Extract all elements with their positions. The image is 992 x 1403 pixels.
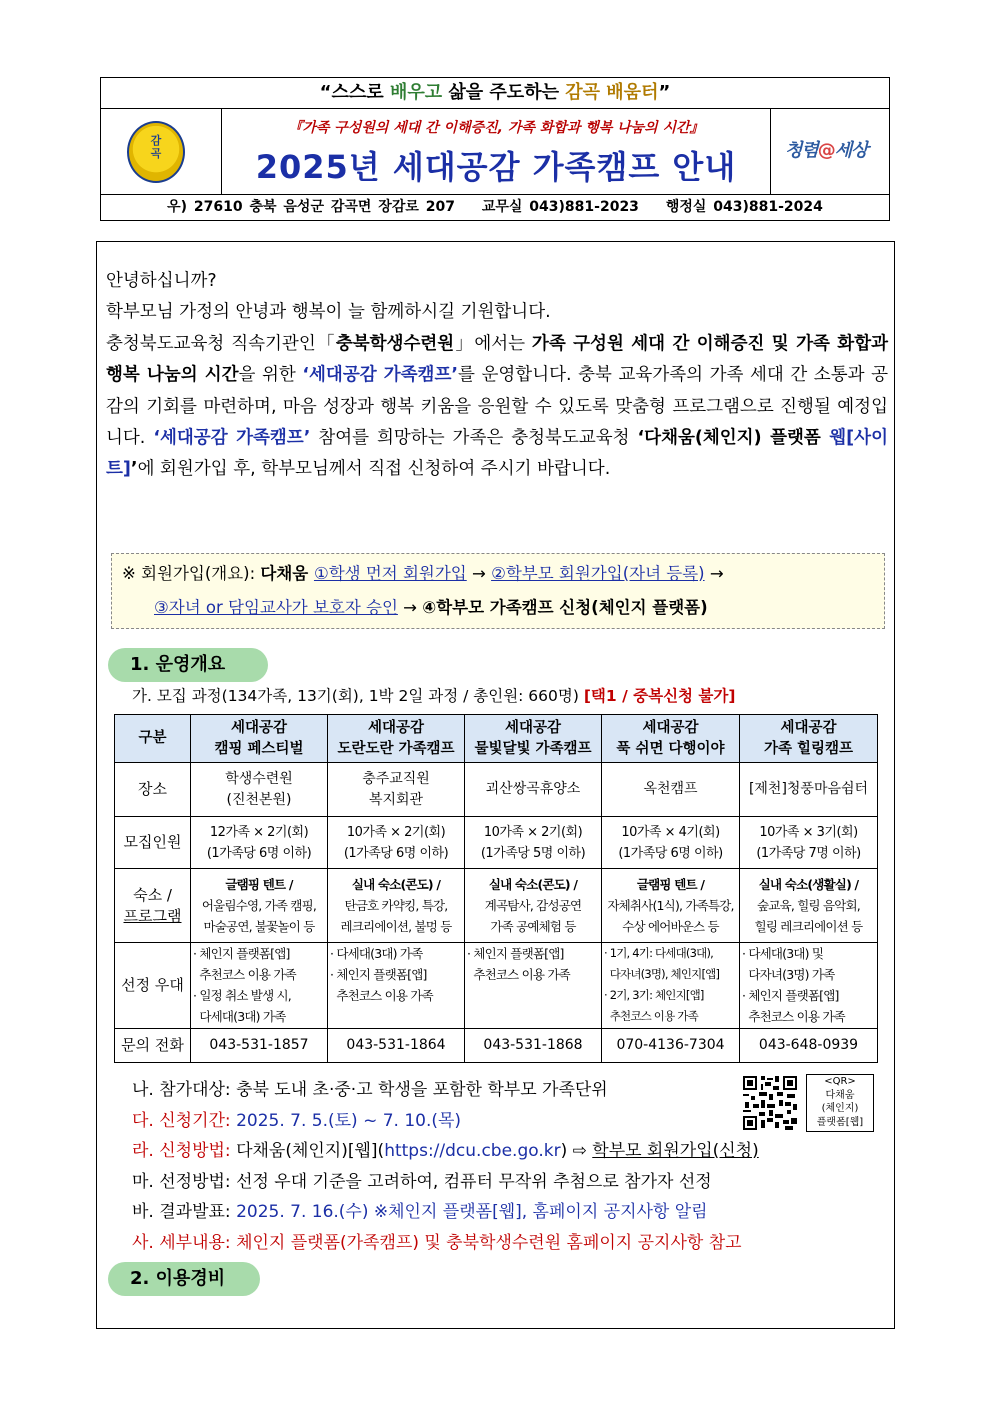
school-motto bbox=[101, 78, 889, 109]
signup-overview-box bbox=[111, 553, 885, 629]
table-row bbox=[115, 1029, 878, 1063]
school-logo-cell bbox=[101, 108, 222, 194]
table-row bbox=[115, 869, 878, 943]
signup-line-2: ③자녀 or 담임교사가 보호자 승인 → ④학부모 가족캠프 신청(체인지 플랫폼) bbox=[154, 598, 708, 617]
row-label: 장소 bbox=[115, 763, 191, 817]
table-row bbox=[115, 943, 878, 1029]
signup-line-1: ※ 회원가입(개요): 다채움 ①학생 먼저 회원가입 → ②학부모 회원가입(자녀 등록) → bbox=[122, 564, 724, 583]
qr-caption: <QR> 다채움 (체인지) 플랫폼[웹] bbox=[806, 1074, 874, 1132]
title-cell bbox=[221, 108, 771, 194]
row-label: 모집인원 bbox=[115, 817, 191, 869]
title-row bbox=[101, 108, 889, 195]
preference-cell: · 1기, 4기: 다세대(3대), 다자녀(3명), 체인지[앱] · 2기, 3기: 체인지[앱] 추천코스 이용 가족 bbox=[602, 943, 740, 1029]
recruit-cell: 10가족 × 3기(회) (1가족당 7명 이하) bbox=[740, 817, 878, 869]
detail-result: 바. 결과발표: 2025. 7. 16.(수) ※체인지 플랫폼[웹], 홈페이지 공지사항 알림 bbox=[132, 1202, 708, 1222]
table-row bbox=[115, 817, 878, 869]
place-cell: 충주교직원 복지회관 bbox=[328, 763, 465, 817]
phone-cell: 043-531-1857 bbox=[191, 1029, 328, 1063]
lodging-cell: 실내 숙소(콘도) / 계곡탐사, 감성공연 가족 공예체험 등 bbox=[465, 869, 602, 943]
camp-header: 세대공감 물빛달빛 가족캠프 bbox=[465, 715, 602, 763]
header-label: 구분 bbox=[115, 715, 191, 763]
place-cell: [제천]청풍마음쉼터 bbox=[740, 763, 878, 817]
signup-step-1: ①학생 먼저 회원가입 bbox=[313, 564, 467, 583]
section-title-cost: 2. 이용경비 bbox=[108, 1262, 260, 1296]
platform-link[interactable]: https://dcu.cbe.go.kr bbox=[384, 1141, 561, 1161]
detail-target: 나. 참가대상: 충북 도내 초·중·고 학생을 포함한 학부모 가족단위 bbox=[132, 1080, 608, 1100]
place-cell: 옥천캠프 bbox=[602, 763, 740, 817]
document-header bbox=[100, 77, 890, 221]
intro-paragraph: 충청북도교육청 직속기관인「충북학생수련원」에서는 가족 구성원 세대 간 이해증진 및 가족 화합과 행복 나눔의 시간을 위한 ‘세대공감 가족캠프’를 운영합니다. 충북 교육가족의 가족 세대 간 소통과 공감의 기회를 마련하며, 마음 성장과 행복 키움을 응원할 수 있도록 맞춤형 프로그램으로 진행될 예정입니다. ‘세대공감 가족캠프’ 참여를 희망하는 가족은 충청북도교육청 ‘다채움(체인지) 플랫폼 웹[사이트]’에 회원가입 후, 학부모님께서 직접 신청하여 주시기 바랍니다. bbox=[106, 333, 889, 480]
lodging-cell: 글램핑 텐트 / 자체취사(1식), 가족특강, 수상 에어바운스 등 bbox=[602, 869, 740, 943]
detail-period: 다. 신청기간: 2025. 7. 5.(토) ~ 7. 10.(목) bbox=[132, 1110, 462, 1131]
signup-step-2: ②학부모 회원가입(자녀 등록) bbox=[491, 564, 705, 583]
integrity-logo-cell bbox=[770, 108, 889, 194]
integrity-logo: 청렴@세상 bbox=[785, 140, 868, 161]
place-cell: 학생수련원 (진천본원) bbox=[191, 763, 328, 817]
detail-selection: 마. 선정방법: 선정 우대 기준을 고려하여, 컴퓨터 무작위 추첨으로 참가자 선정 bbox=[132, 1171, 712, 1192]
greeting: 안녕하십니까? bbox=[106, 271, 217, 291]
place-cell: 괴산쌍곡휴양소 bbox=[465, 763, 602, 817]
section-title-overview: 1. 운영개요 bbox=[108, 648, 268, 682]
table-row bbox=[115, 763, 878, 817]
recruit-cell: 10가족 × 4기(회) (1가족당 6명 이하) bbox=[602, 817, 740, 869]
admin-office-phone: 행정실 043)881-2024 bbox=[665, 199, 823, 215]
address-text: 우) 27610 충북 음성군 감곡면 장감로 207 bbox=[167, 199, 455, 215]
document-subtitle: 『가족 구성원의 세대 간 이해증진, 가족 화합과 행복 나눔의 시간』 bbox=[288, 120, 704, 136]
recruit-warning: [택1 / 중복신청 불가] bbox=[583, 687, 736, 705]
emblem-text: 감 곡 bbox=[150, 134, 162, 160]
motto-text: 배우고 bbox=[389, 82, 443, 103]
lodging-cell: 실내 숙소(콘도) / 탄금호 카약킹, 특강, 레크리에이션, 불멍 등 bbox=[328, 869, 465, 943]
signup-step-3: ③자녀 or 담임교사가 보호자 승인 bbox=[154, 598, 398, 617]
preference-cell: · 다세대(3대) 가족 · 체인지 플랫폼[앱] 추천코스 이용 가족 bbox=[328, 943, 465, 1029]
school-address bbox=[101, 194, 889, 220]
motto-text: ” bbox=[658, 82, 671, 103]
camp-header: 세대공감 가족 힐링캠프 bbox=[740, 715, 878, 763]
phone-cell: 043-531-1868 bbox=[465, 1029, 602, 1063]
school-emblem-icon bbox=[127, 121, 185, 183]
table-header-row bbox=[115, 715, 878, 763]
row-label: 문의 전화 bbox=[115, 1029, 191, 1063]
phone-cell: 043-531-1864 bbox=[328, 1029, 465, 1063]
detail-more: 사. 세부내용: 체인지 플랫폼(가족캠프) 및 충북학생수련원 홈페이지 공지사항 참고 bbox=[132, 1232, 742, 1253]
detail-method: 라. 신청방법: 다채움(체인지)[웹](https://dcu.cbe.go.kr) ⇨ 학부모 회원가입(신청) bbox=[132, 1141, 759, 1161]
camp-header: 세대공감 도란도란 가족캠프 bbox=[328, 715, 465, 763]
row-label: 숙소 / 프로그램 bbox=[115, 869, 191, 943]
signup-step-4: ④학부모 가족캠프 신청(체인지 플랫폼) bbox=[422, 598, 708, 617]
camp-overview-table bbox=[114, 714, 878, 1063]
motto-text: “스스로 bbox=[319, 82, 390, 103]
qr-code-icon[interactable] bbox=[741, 1074, 799, 1132]
phone-cell: 043-648-0939 bbox=[740, 1029, 878, 1063]
motto-text: 삶을 주도하는 bbox=[442, 82, 566, 103]
document-title: 2025년 세대공감 가족캠프 안내 bbox=[255, 148, 737, 186]
recruit-cell: 10가족 × 2기(회) (1가족당 5명 이하) bbox=[465, 817, 602, 869]
teacher-office-phone: 교무실 043)881-2023 bbox=[481, 199, 639, 215]
intro-letter bbox=[106, 266, 888, 486]
recruit-cell: 12가족 × 2기(회) (1가족당 6명 이하) bbox=[191, 817, 328, 869]
phone-cell: 070-4136-7304 bbox=[602, 1029, 740, 1063]
camp-header: 세대공감 캠핑 페스티벌 bbox=[191, 715, 328, 763]
lodging-cell: 실내 숙소(생활실) / 숲교육, 힐링 음악회, 힐링 레크리에이션 등 bbox=[740, 869, 878, 943]
recruit-cell: 10가족 × 2기(회) (1가족당 6명 이하) bbox=[328, 817, 465, 869]
preference-cell: · 체인지 플랫폼[앱] 추천코스 이용 가족 · 일정 취소 발생 시, 다세대(3대) 가족 bbox=[191, 943, 328, 1029]
lodging-cell: 글램핑 텐트 / 어울림수영, 가족 캠핑, 마술공연, 불꽃놀이 등 bbox=[191, 869, 328, 943]
motto-text: 감곡 배움터 bbox=[565, 82, 659, 103]
recruit-summary: 가. 모집 과정(134가족, 13기(회), 1박 2일 과정 / 총인원: 660명) [택1 / 중복신청 불가] bbox=[132, 687, 736, 705]
row-label: 선정 우대 bbox=[115, 943, 191, 1029]
camp-header: 세대공감 푹 쉬면 다행이야 bbox=[602, 715, 740, 763]
preference-cell: · 체인지 플랫폼[앱] 추천코스 이용 가족 bbox=[465, 943, 602, 1029]
greeting-wish: 학부모님 가정의 안녕과 행복이 늘 함께하시길 기원합니다. bbox=[106, 302, 551, 323]
preference-cell: · 다세대(3대) 및 다자녀(3명) 가족 · 체인지 플랫폼[앱] 추천코스 이용 가족 bbox=[740, 943, 878, 1029]
